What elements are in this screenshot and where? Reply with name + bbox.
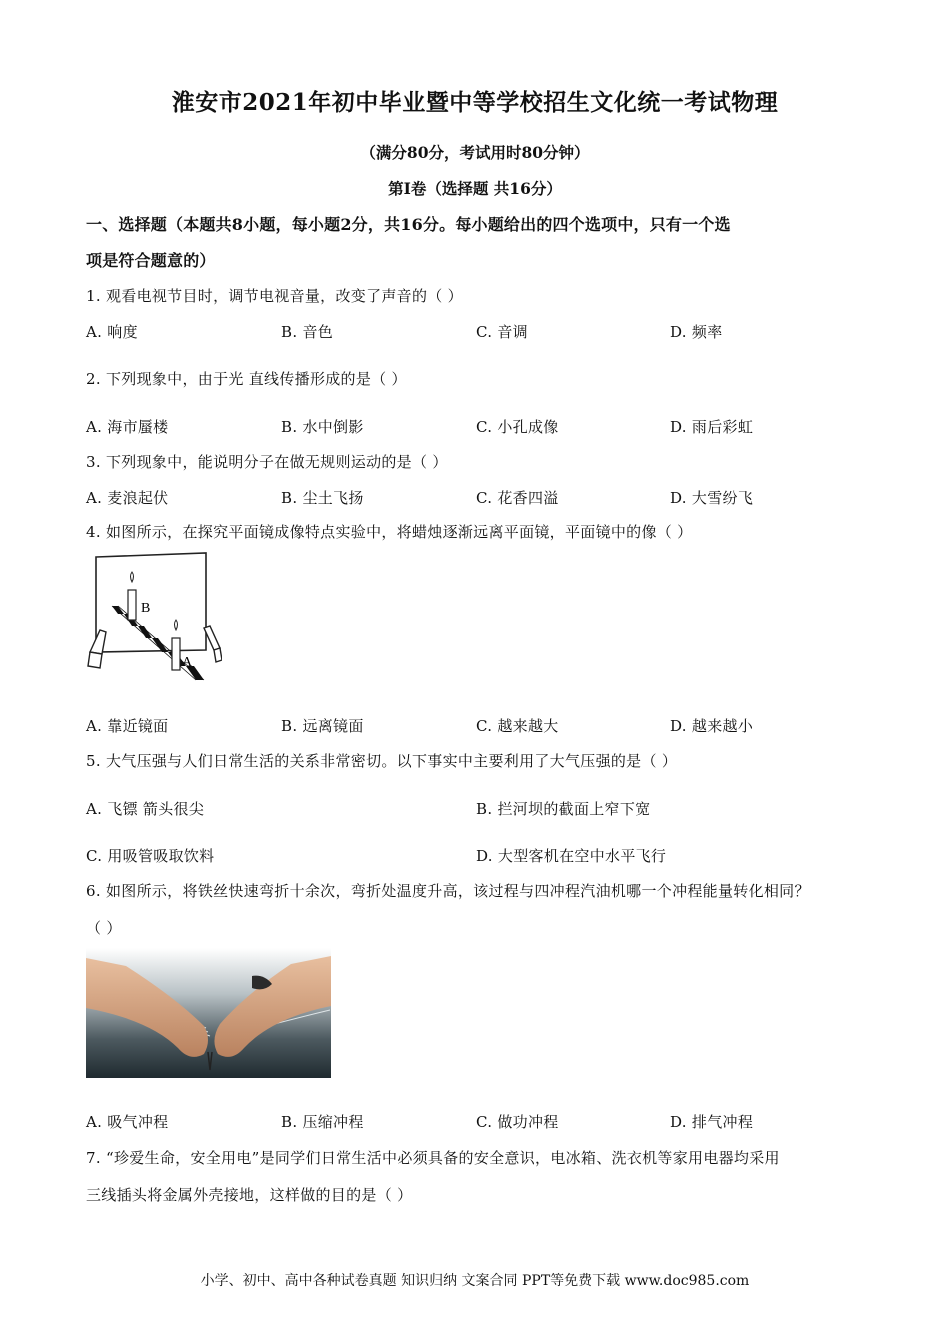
question-2-option-c: C. 小孔成像 xyxy=(476,418,559,436)
question-1-option-d: D. 频率 xyxy=(670,323,723,341)
question-3-option-c: C. 花香四溢 xyxy=(476,489,559,507)
label-b: B xyxy=(141,601,151,616)
exam-info: （满分80分，考试用时80分钟） xyxy=(360,143,590,162)
section-heading: 一、选择题（本题共8小题，每小题2分，共16分。每小题给出的四个选项中，只有一个选 xyxy=(86,215,731,234)
question-6-stem-cont: （ ） xyxy=(86,919,122,937)
question-4-option-d: D. 越来越小 xyxy=(670,717,754,735)
question-2-stem: 2. 下列现象中，由于光 直线传播形成的是（ ） xyxy=(86,370,407,388)
question-1-option-b: B. 音色 xyxy=(281,323,334,341)
question-4-option-c: C. 越来越大 xyxy=(476,717,559,735)
question-1-option-c: C. 音调 xyxy=(476,323,528,341)
part-heading: 第Ⅰ卷（选择题 共16分） xyxy=(388,179,562,198)
question-1-stem: 1. 观看电视节目时，调节电视音量，改变了声音的（ ） xyxy=(86,287,463,305)
question-6-stem: 6. 如图所示，将铁丝快速弯折十余次，弯折处温度升高，该过程与四冲程汽油机哪一个冲程能量转化相同？ xyxy=(86,882,810,900)
question-6-option-c: C. 做功冲程 xyxy=(476,1113,559,1131)
question-7-stem: 7. “珍爱生命，安全用电”是同学们日常生活中必须具备的安全意识，电冰箱、洗衣机等家用电器均采用 xyxy=(86,1149,780,1167)
question-6-option-d: D. 排气冲程 xyxy=(670,1113,754,1131)
section-heading-cont: 项是符合题意的） xyxy=(86,251,216,270)
question-3-option-b: B. 尘土飞扬 xyxy=(281,489,364,507)
question-4-stem: 4. 如图所示，在探究平面镜成像特点实验中，将蜡烛逐渐远离平面镜，平面镜中的像（ ） xyxy=(86,523,693,541)
label-a: A xyxy=(182,655,193,670)
question-4-option-a: A. 靠近镜面 xyxy=(86,717,169,735)
page-title: 淮安市2021年初中毕业暨中等学校招生文化统一考试物理 xyxy=(171,89,779,116)
question-7-stem-cont: 三线插头将金属外壳接地，这样做的目的是（ ） xyxy=(86,1186,413,1204)
page-footer: 小学、初中、高中各种试卷真题 知识归纳 文案合同 PPT等免费下载 www.doc985.com xyxy=(200,1273,750,1289)
question-5-option-a: A. 飞镖 箭头很尖 xyxy=(86,800,205,818)
question-6-option-b: B. 压缩冲程 xyxy=(281,1113,364,1131)
question-3-option-a: A. 麦浪起伏 xyxy=(86,489,169,507)
question-6-option-a: A. 吸气冲程 xyxy=(86,1113,169,1131)
plane-mirror-figure xyxy=(86,552,222,698)
question-3-option-d: D. 大雪纷飞 xyxy=(670,489,754,507)
question-5-option-b: B. 拦河坝的截面上窄下宽 xyxy=(476,800,651,818)
question-2-option-d: D. 雨后彩虹 xyxy=(670,418,754,436)
question-5-stem: 5. 大气压强与人们日常生活的关系非常密切。以下事实中主要利用了大气压强的是（ ） xyxy=(86,752,678,770)
question-4-option-b: B. 远离镜面 xyxy=(281,717,364,735)
bending-wire-photo xyxy=(86,948,331,1078)
question-5-option-c: C. 用吸管吸取饮料 xyxy=(86,847,215,865)
question-2-option-b: B. 水中倒影 xyxy=(281,418,364,436)
question-3-stem: 3. 下列现象中，能说明分子在做无规则运动的是（ ） xyxy=(86,453,448,471)
question-2-option-a: A. 海市蜃楼 xyxy=(86,418,169,436)
question-1-option-a: A. 响度 xyxy=(86,323,138,341)
question-5-option-d: D. 大型客机在空中水平飞行 xyxy=(476,847,667,865)
